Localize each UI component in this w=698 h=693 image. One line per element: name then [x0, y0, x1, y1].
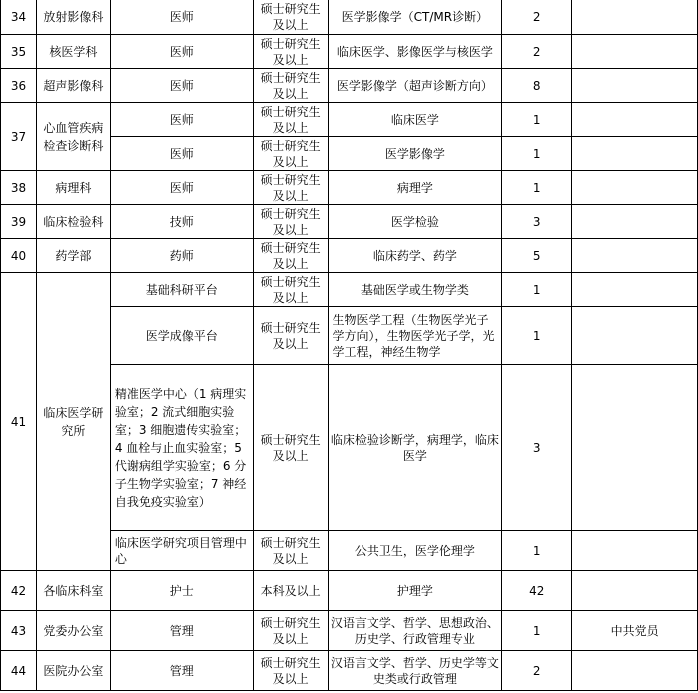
- education-cell: 硕士研究生及以上: [253, 205, 328, 239]
- other-cell: [572, 307, 698, 365]
- row-number: 36: [1, 69, 37, 103]
- count-cell: 1: [502, 273, 572, 307]
- education-cell: 硕士研究生及以上: [253, 35, 328, 69]
- count-cell: 42: [502, 571, 572, 611]
- table-row: [1, 239, 698, 273]
- count-cell: 2: [502, 651, 572, 691]
- post-cell: 护士: [110, 571, 253, 611]
- other-cell: [572, 205, 698, 239]
- count-cell: 1: [502, 137, 572, 171]
- row-number: 44: [1, 651, 37, 691]
- department-cell: 放射影像科: [36, 0, 110, 35]
- table-row: [1, 273, 698, 307]
- other-cell: 中共党员: [572, 611, 698, 651]
- other-cell: [572, 0, 698, 35]
- post-cell: 医师: [110, 137, 253, 171]
- row-number: 41: [1, 273, 37, 571]
- post-cell: 医师: [110, 0, 253, 35]
- other-cell: [572, 35, 698, 69]
- education-cell: 硕士研究生及以上: [253, 239, 328, 273]
- department-cell: 临床医学研究所: [36, 273, 110, 571]
- table-row: [1, 171, 698, 205]
- major-cell: 临床医学: [328, 103, 502, 137]
- post-cell: 基础科研平台: [110, 273, 253, 307]
- count-cell: 1: [502, 531, 572, 571]
- education-cell: 硕士研究生及以上: [253, 171, 328, 205]
- row-number: 40: [1, 239, 37, 273]
- major-cell: 临床检验诊断学，病理学，临床医学: [328, 365, 502, 531]
- row-number: 42: [1, 571, 37, 611]
- count-cell: 1: [502, 171, 572, 205]
- table-row: [1, 103, 698, 137]
- department-cell: 党委办公室: [36, 611, 110, 651]
- post-cell: 精准医学中心（1 病理实验室；2 流式细胞实验室；3 细胞遗传实验室；4 血栓与止血实验室；5 代谢病组学实验室；6 分子生物学实验室；7 神经自我免疫实验室）: [110, 365, 253, 531]
- row-number: 37: [1, 103, 37, 171]
- table-row: [1, 35, 698, 69]
- major-cell: 病理学: [328, 171, 502, 205]
- major-cell: 医学影像学（CT/MR诊断）: [328, 0, 502, 35]
- major-cell: 医学影像学（超声诊断方向）: [328, 69, 502, 103]
- education-cell: 硕士研究生及以上: [253, 103, 328, 137]
- post-cell: 技师: [110, 205, 253, 239]
- post-cell: 医师: [110, 171, 253, 205]
- education-cell: 硕士研究生及以上: [253, 273, 328, 307]
- major-cell: 临床医学、影像医学与核医学: [328, 35, 502, 69]
- education-cell: 硕士研究生及以上: [253, 531, 328, 571]
- department-cell: 核医学科: [36, 35, 110, 69]
- count-cell: 1: [502, 103, 572, 137]
- other-cell: [572, 137, 698, 171]
- department-cell: 心血管疾病检查诊断科: [36, 103, 110, 171]
- major-cell: 基础医学或生物学类: [328, 273, 502, 307]
- count-cell: 1: [502, 611, 572, 651]
- other-cell: [572, 651, 698, 691]
- count-cell: 2: [502, 0, 572, 35]
- other-cell: [572, 365, 698, 531]
- other-cell: [572, 239, 698, 273]
- major-cell: 公共卫生，医学伦理学: [328, 531, 502, 571]
- row-number: 35: [1, 35, 37, 69]
- post-cell: 临床医学研究项目管理中心: [110, 531, 253, 571]
- count-cell: 3: [502, 205, 572, 239]
- education-cell: 硕士研究生及以上: [253, 0, 328, 35]
- other-cell: [572, 171, 698, 205]
- department-cell: 医院办公室: [36, 651, 110, 691]
- post-cell: 医学成像平台: [110, 307, 253, 365]
- table-row: [1, 611, 698, 651]
- count-cell: 3: [502, 365, 572, 531]
- department-cell: 病理科: [36, 171, 110, 205]
- other-cell: [572, 571, 698, 611]
- row-number: 39: [1, 205, 37, 239]
- post-cell: 管理: [110, 651, 253, 691]
- department-cell: 药学部: [36, 239, 110, 273]
- other-cell: [572, 69, 698, 103]
- other-cell: [572, 273, 698, 307]
- major-cell: 医学检验: [328, 205, 502, 239]
- major-cell: 护理学: [328, 571, 502, 611]
- count-cell: 5: [502, 239, 572, 273]
- table-row: [1, 571, 698, 611]
- post-cell: 医师: [110, 69, 253, 103]
- education-cell: 硕士研究生及以上: [253, 307, 328, 365]
- post-cell: 药师: [110, 239, 253, 273]
- major-cell: 临床药学、药学: [328, 239, 502, 273]
- education-cell: 硕士研究生及以上: [253, 651, 328, 691]
- education-cell: 本科及以上: [253, 571, 328, 611]
- post-cell: 管理: [110, 611, 253, 651]
- post-cell: 医师: [110, 35, 253, 69]
- count-cell: 1: [502, 307, 572, 365]
- education-cell: 硕士研究生及以上: [253, 611, 328, 651]
- department-cell: 各临床科室: [36, 571, 110, 611]
- other-cell: [572, 531, 698, 571]
- row-number: 43: [1, 611, 37, 651]
- major-cell: 汉语言文学、哲学、历史学等文史类或行政管理: [328, 651, 502, 691]
- education-cell: 硕士研究生及以上: [253, 365, 328, 531]
- post-cell: 医师: [110, 103, 253, 137]
- department-cell: 临床检验科: [36, 205, 110, 239]
- table-row: [1, 0, 698, 35]
- education-cell: 硕士研究生及以上: [253, 69, 328, 103]
- department-cell: 超声影像科: [36, 69, 110, 103]
- other-cell: [572, 103, 698, 137]
- education-cell: 硕士研究生及以上: [253, 137, 328, 171]
- count-cell: 2: [502, 35, 572, 69]
- table-row: [1, 205, 698, 239]
- major-cell: 医学影像学: [328, 137, 502, 171]
- table-row: [1, 651, 698, 691]
- count-cell: 8: [502, 69, 572, 103]
- major-cell: 生物医学工程（生物医学光子学方向），生物医学光子学，光学工程，神经生物学: [328, 307, 502, 365]
- major-cell: 汉语言文学、哲学、思想政治、历史学、行政管理专业: [328, 611, 502, 651]
- table-row: [1, 69, 698, 103]
- row-number: 38: [1, 171, 37, 205]
- row-number: 34: [1, 0, 37, 35]
